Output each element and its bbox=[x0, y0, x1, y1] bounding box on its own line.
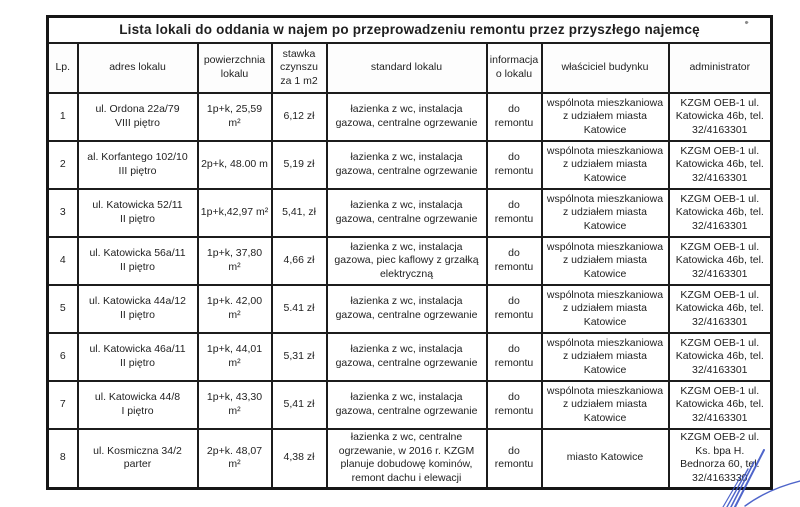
cell-owner: wspólnota mieszkaniowa z udziałem miasta Katowice bbox=[542, 333, 669, 381]
address-line1: ul. Katowicka 44a/12 bbox=[89, 295, 186, 308]
cell-administrator: KZGM OEB-1 ul. Katowicka 46b, tel. 32/4163301 bbox=[669, 381, 772, 429]
address-line1: al. Korfantego 102/10 bbox=[87, 151, 188, 164]
address-line2: I piętro bbox=[121, 405, 154, 417]
premises-table bbox=[46, 15, 773, 490]
address-line1: ul. Katowicka 56a/11 bbox=[89, 247, 186, 260]
address-line2: II piętro bbox=[119, 309, 156, 321]
cell-owner: wspólnota mieszkaniowa z udziałem miasta Katowice bbox=[542, 285, 669, 333]
cell-owner: wspólnota mieszkaniowa z udziałem miasta Katowice bbox=[542, 381, 669, 429]
address-line2: II piętro bbox=[119, 261, 156, 273]
cell-administrator: KZGM OEB-1 ul. Katowicka 46b, tel. 32/4163301 bbox=[669, 285, 772, 333]
table-row bbox=[48, 333, 772, 381]
col-header-owner: właściciel budynku bbox=[542, 43, 669, 93]
cell-address bbox=[78, 237, 198, 285]
col-header-address: adres lokalu bbox=[78, 43, 198, 93]
col-header-lp: Lp. bbox=[48, 43, 78, 93]
cell-area: 1p+k, 25,59 m² bbox=[198, 93, 272, 141]
cell-owner: wspólnota mieszkaniowa z udziałem miasta Katowice bbox=[542, 189, 669, 237]
cell-administrator: KZGM OEB-1 ul. Katowicka 46b, tel. 32/4163301 bbox=[669, 333, 772, 381]
cell-administrator: KZGM OEB-1 ul. Katowicka 46b, tel. 32/4163301 bbox=[669, 237, 772, 285]
cell-rate: 5,41 zł bbox=[272, 381, 327, 429]
address-line2: II piętro bbox=[119, 357, 156, 369]
cell-info: do remontu bbox=[487, 141, 542, 189]
cell-address bbox=[78, 285, 198, 333]
cell-area: 1p+k, 37,80 m² bbox=[198, 237, 272, 285]
col-header-rate: stawka czynszu za 1 m2 bbox=[272, 43, 327, 93]
cell-rate: 4,38 zł bbox=[272, 429, 327, 488]
cell-standard: łazienka z wc, instalacja gazowa, centralne ogrzewanie bbox=[327, 141, 487, 189]
cell-info: do remontu bbox=[487, 189, 542, 237]
col-header-area: powierzchnia lokalu bbox=[198, 43, 272, 93]
table-row bbox=[48, 285, 772, 333]
cell-lp: 8 bbox=[48, 429, 78, 488]
address-line1: ul. Katowicka 46a/11 bbox=[89, 343, 186, 356]
cell-address bbox=[78, 141, 198, 189]
cell-area: 1p+k, 43,30 m² bbox=[198, 381, 272, 429]
address-line1: ul. Katowicka 44/8 bbox=[94, 391, 181, 404]
col-header-standard: standard lokalu bbox=[327, 43, 487, 93]
header-row bbox=[48, 43, 772, 93]
table-row bbox=[48, 93, 772, 141]
cell-owner: miasto Katowice bbox=[542, 429, 669, 488]
table-row bbox=[48, 237, 772, 285]
cell-area: 1p+k,42,97 m² bbox=[198, 189, 272, 237]
cell-info: do remontu bbox=[487, 237, 542, 285]
address-line2: parter bbox=[123, 458, 152, 471]
cell-area: 2p+k, 48.00 m bbox=[198, 141, 272, 189]
cell-standard: łazienka z wc, centralne ogrzewanie, w 2016 r. KZGM planuje dobudowę kominów, remont dachu i elewacji bbox=[327, 429, 487, 488]
cell-lp: 5 bbox=[48, 285, 78, 333]
cell-owner: wspólnota mieszkaniowa z udziałem miasta Katowice bbox=[542, 141, 669, 189]
table-row bbox=[48, 141, 772, 189]
cell-owner: wspólnota mieszkaniowa z udziałem miasta Katowice bbox=[542, 93, 669, 141]
cell-rate: 5.41 zł bbox=[272, 285, 327, 333]
cell-standard: łazienka z wc, instalacja gazowa, centralne ogrzewanie bbox=[327, 93, 487, 141]
cell-standard: łazienka z wc, instalacja gazowa, centralne ogrzewanie bbox=[327, 333, 487, 381]
cell-info: do remontu bbox=[487, 381, 542, 429]
cell-administrator: KZGM OEB-1 ul. Katowicka 46b, tel. 32/4163301 bbox=[669, 93, 772, 141]
col-header-info: informacja o lokalu bbox=[487, 43, 542, 93]
cell-area: 2p+k. 48,07 m² bbox=[198, 429, 272, 488]
cell-lp: 4 bbox=[48, 237, 78, 285]
address-line1: ul. Ordona 22a/79 bbox=[95, 103, 180, 116]
address-line1: ul. Katowicka 52/11 bbox=[92, 199, 183, 212]
table-title: Lista lokali do oddania w najem po przeprowadzeniu remontu przez przyszłego najemcę bbox=[48, 17, 772, 44]
cell-lp: 2 bbox=[48, 141, 78, 189]
cell-address bbox=[78, 189, 198, 237]
cell-rate: 5,19 zł bbox=[272, 141, 327, 189]
address-line2: II piętro bbox=[119, 213, 156, 225]
address-line2: III piętro bbox=[118, 165, 157, 177]
cell-lp: 3 bbox=[48, 189, 78, 237]
cell-rate: 5,31 zł bbox=[272, 333, 327, 381]
title-row bbox=[48, 17, 772, 44]
cell-lp: 7 bbox=[48, 381, 78, 429]
table-row bbox=[48, 429, 772, 488]
table-body bbox=[48, 93, 772, 488]
address-line1: ul. Kosmiczna 34/2 bbox=[93, 444, 182, 457]
cell-area: 1p+k, 44,01 m² bbox=[198, 333, 272, 381]
cell-info: do remontu bbox=[487, 333, 542, 381]
cell-standard: łazienka z wc, instalacja gazowa, piec kaflowy z grzałką elektryczną bbox=[327, 237, 487, 285]
cell-administrator: KZGM OEB-1 ul. Katowicka 46b, tel. 32/4163301 bbox=[669, 141, 772, 189]
col-header-administrator: administrator bbox=[669, 43, 772, 93]
cell-address bbox=[78, 429, 198, 488]
cell-standard: łazienka z wc, instalacja gazowa, centralne ogrzewanie bbox=[327, 381, 487, 429]
cell-lp: 1 bbox=[48, 93, 78, 141]
cell-rate: 4,66 zł bbox=[272, 237, 327, 285]
cell-address bbox=[78, 93, 198, 141]
cell-info: do remontu bbox=[487, 93, 542, 141]
cell-rate: 6,12 zł bbox=[272, 93, 327, 141]
cell-address bbox=[78, 333, 198, 381]
table-row bbox=[48, 189, 772, 237]
cell-info: do remontu bbox=[487, 285, 542, 333]
cell-standard: łazienka z wc, instalacja gazowa, centralne ogrzewanie bbox=[327, 285, 487, 333]
cell-lp: 6 bbox=[48, 333, 78, 381]
cell-owner: wspólnota mieszkaniowa z udziałem miasta Katowice bbox=[542, 237, 669, 285]
cell-rate: 5,41, zł bbox=[272, 189, 327, 237]
address-line2: VIII piętro bbox=[115, 117, 160, 129]
cell-address bbox=[78, 381, 198, 429]
cell-standard: łazienka z wc, instalacja gazowa, centralne ogrzewanie bbox=[327, 189, 487, 237]
cell-administrator: KZGM OEB-1 ul. Katowicka 46b, tel. 32/4163301 bbox=[669, 189, 772, 237]
table-row bbox=[48, 381, 772, 429]
cell-area: 1p+k. 42,00 m² bbox=[198, 285, 272, 333]
cell-administrator: KZGM OEB-2 ul. Ks. bpa H. Bednorza 60, tel. 32/4163330 bbox=[669, 429, 772, 488]
cell-info: do remontu bbox=[487, 429, 542, 488]
